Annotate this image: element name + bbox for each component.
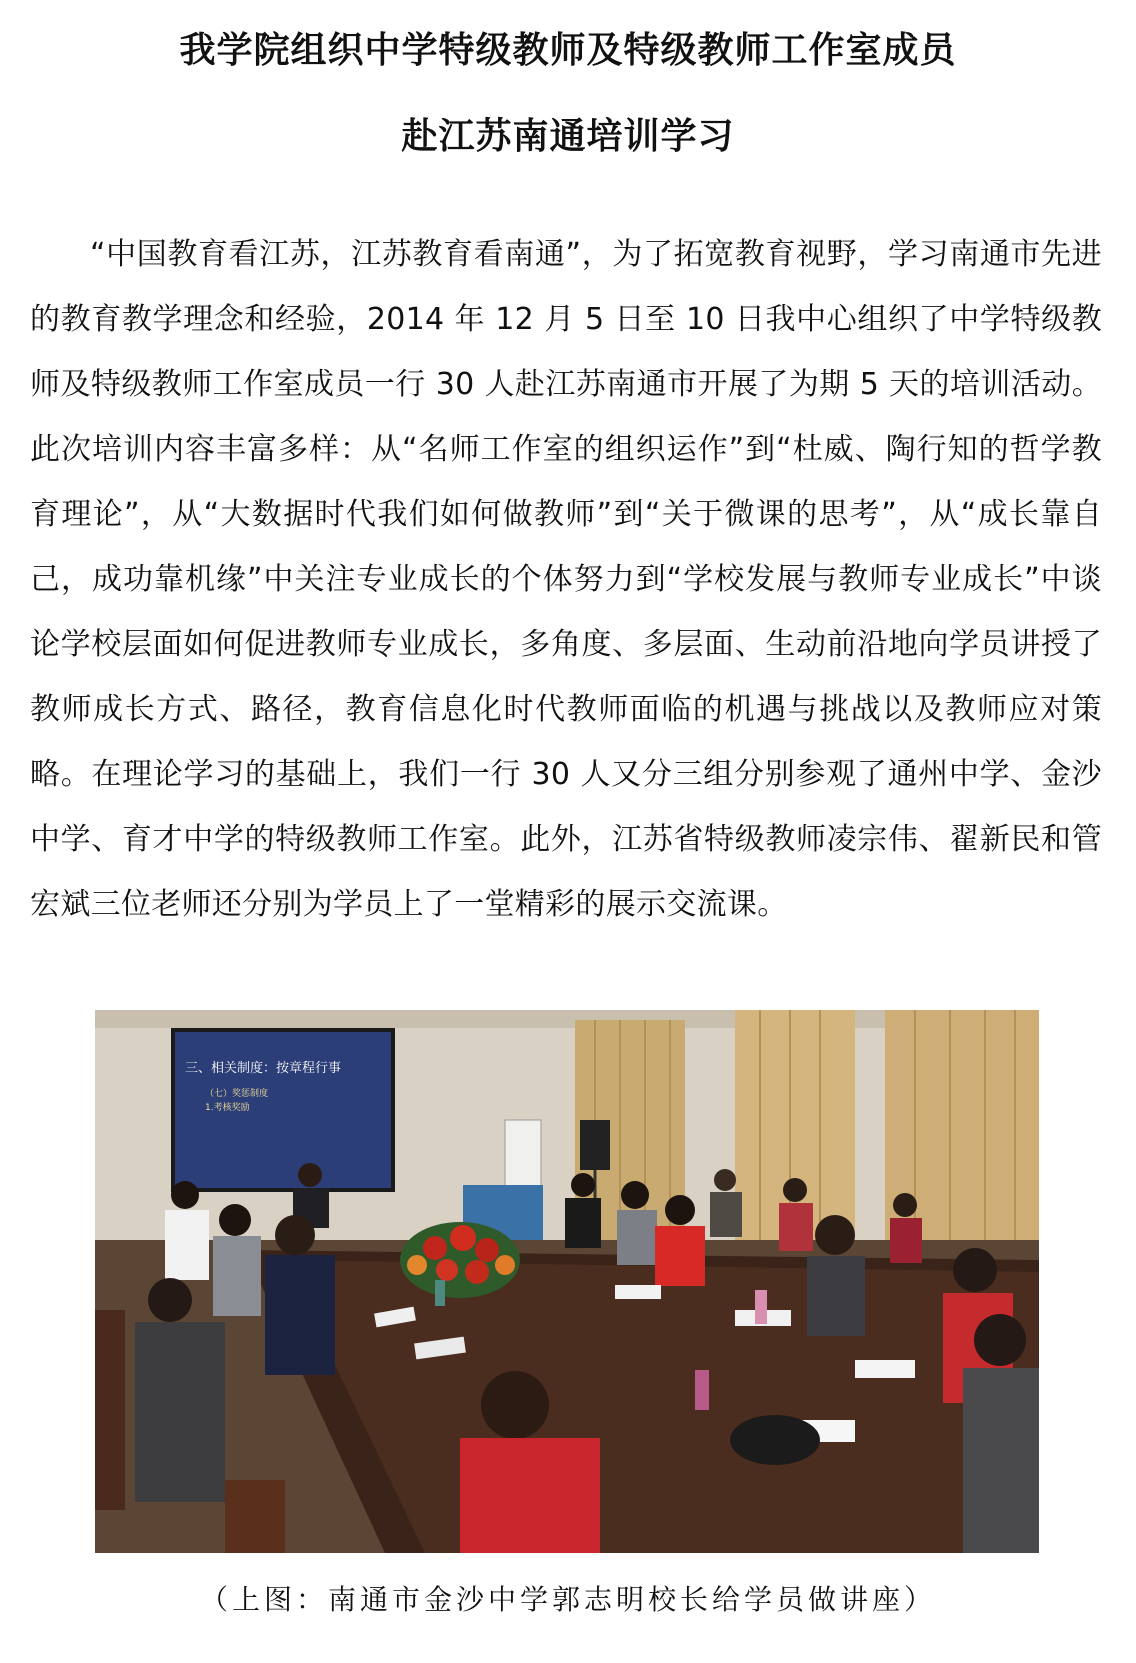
screen-heading: 三、相关制度：按章程行事: [185, 1061, 342, 1076]
lecture-photo: [95, 1010, 1039, 1553]
speaker: [580, 1120, 610, 1170]
lecture-photo-illustration: [95, 1010, 1039, 1553]
photo-caption: （上图：南通市金沙中学郭志明校长给学员做讲座）: [199, 1583, 936, 1616]
document-title-line2: 赴江苏南通培训学习: [401, 115, 735, 157]
body-paragraph: “中国教育看江苏，江苏教育看南通”，为了拓宽教育视野，学习南通市先进的教育教学理念和经验，2014 年 12 月 5 日至 10 日我中心组织了中学特级教师及特级教师工作室成员一行 30 人赴江苏南通市开展了为期 5 天的培训活动。此次培训内容丰富多样：从“名师工作室的组织运作”到“杜威、陶行知的哲学教育理论”，从“大数据时代我们如何做教师”到“关于微课的思考”，从“成长靠自己，成功靠机缘”中关注专业成长的个体努力到“学校发展与教师专业成长”中谈论学校层面如何促进教师专业成长，多角度、多层面、生动前沿地向学员讲授了教师成长方式、路径，教育信息化时代教师面临的机遇与挑战以及教师应对策略。在理论学习的基础上，我们一行 30 人又分三组分别参观了通州中学、金沙中学、育才中学的特级教师工作室。此外，江苏省特级教师凌宗伟、翟新民和管宏斌三位老师还分别为学员上了一堂精彩的展示交流课。: [30, 237, 1102, 922]
document-title-line1: 我学院组织中学特级教师及特级教师工作室成员: [179, 29, 957, 71]
screen-line1: （七）奖惩制度: [205, 1089, 269, 1099]
screen-line2: 1.考核奖励: [205, 1103, 250, 1113]
flower-arrangement: [400, 1222, 520, 1298]
